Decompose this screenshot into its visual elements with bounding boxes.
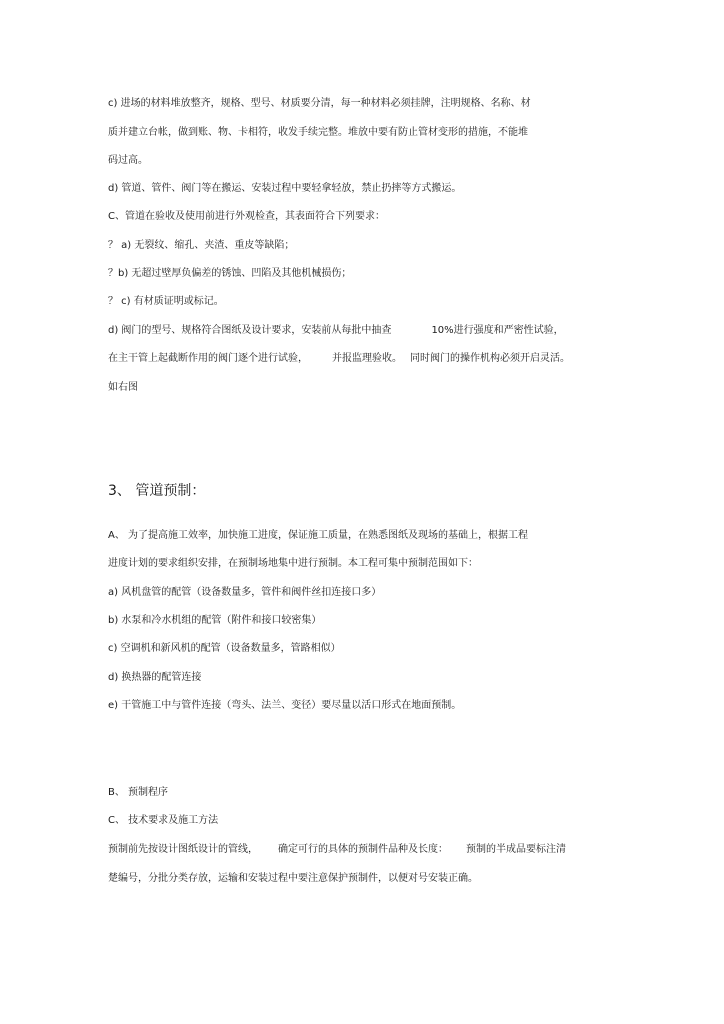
scope-item-b: b) 水泵和冷水机组的配管（附件和接口较密集） bbox=[108, 615, 322, 626]
prefab-line-1-part-1: 预制前先按设计图纸设计的管线， bbox=[108, 844, 258, 855]
para-d-valves-line-1 bbox=[108, 324, 564, 338]
para-d-valves-line-2 bbox=[108, 352, 570, 366]
scope-item-d: d) 换热器的配管连接 bbox=[108, 672, 202, 683]
subheading-B: B、 预制程序 bbox=[108, 787, 169, 798]
valves-line-1-part-1: d) 阀门的型号、规格符合图纸及设计要求，安装前从每批中抽查 bbox=[108, 325, 392, 336]
valves-line-2-part-2: 并报监理验收。 bbox=[332, 353, 402, 364]
para-C-inspection: C、管道在验收及使用前进行外观检查，其表面符合下列要求： bbox=[108, 211, 385, 222]
scope-item-e: e) 干管施工中与管件连接（弯头、法兰、变径）要尽量以活口形式在地面预制。 bbox=[108, 700, 462, 711]
para-d-handling: d) 管道、管件、阀门等在搬运、安装过程中要轻拿轻放，禁止扔摔等方式搬运。 bbox=[108, 183, 462, 194]
prefab-line-1-part-2: 确定可行的具体的预制件品种及长度： bbox=[278, 844, 448, 855]
para-A-line-2: 进度计划的要求组织安排，在预制场地集中进行预制。本工程可集中预制范围如下： bbox=[108, 558, 478, 569]
scope-item-c: c) 空调机和新风机的配管（设备数量多，管路相似） bbox=[108, 643, 341, 654]
para-see-figure: 如右图 bbox=[108, 382, 138, 393]
valves-line-1-part-2: 10%进行强度和严密性试验， bbox=[431, 325, 564, 336]
requirement-c: ？ c) 有材质证明或标记。 bbox=[108, 296, 224, 307]
prefab-line-1-part-3: 预制的半成品要标注清 bbox=[466, 844, 566, 855]
valves-line-2-part-3: 同时阀门的操作机构必须开启灵活。 bbox=[410, 353, 570, 364]
section-heading-pipe-prefab: 3、 管道预制： bbox=[108, 483, 206, 499]
para-prefab-line-2: 楚编号，分批分类存放，运输和安装过程中要注意保护预制件，以便对号安装正确。 bbox=[108, 873, 478, 884]
valves-line-2-part-1: 在主干管上起截断作用的阀门逐个进行试验， bbox=[108, 353, 308, 364]
para-c-line-2: 质并建立台帐，做到账、物、卡相符，收发手续完整。堆放中要有防止管材变形的措施，不能堆 bbox=[108, 127, 528, 138]
requirement-b: ？b) 无超过壁厚负偏差的锈蚀、凹陷及其他机械损伤； bbox=[108, 268, 352, 279]
scope-item-a: a) 风机盘管的配管（设备数量多，管件和阀件丝扣连接口多） bbox=[108, 587, 382, 598]
para-A-line-1: A、 为了提高施工效率，加快施工进度，保证施工质量，在熟悉图纸及现场的基础上，根据工程 bbox=[108, 530, 529, 541]
para-c-line-1: c) 进场的材料堆放整齐，规格、型号、材质要分清，每一种材料必须挂牌，注明规格、名称、材 bbox=[108, 98, 531, 109]
para-c-line-3: 码过高。 bbox=[108, 155, 148, 166]
requirement-a: ？ a) 无裂纹、缩孔、夹渣、重皮等缺陷； bbox=[108, 240, 295, 251]
subheading-C: C、 技术要求及施工方法 bbox=[108, 815, 219, 826]
para-prefab-line-1 bbox=[108, 843, 566, 857]
